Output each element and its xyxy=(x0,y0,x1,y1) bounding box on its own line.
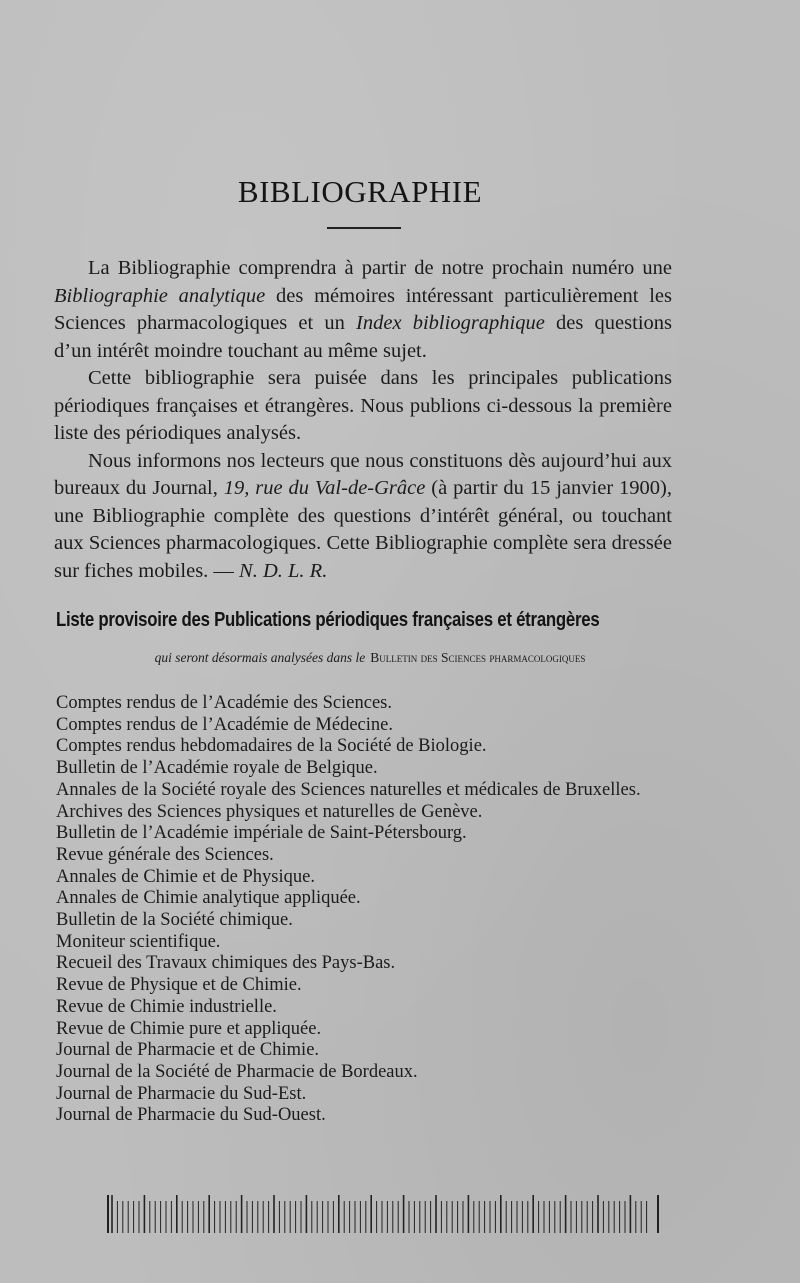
intro-paragraph xyxy=(54,255,672,365)
list-subheading-journal: Bulletin des Sciences pharmacologiques xyxy=(370,650,586,665)
periodical-item: Bulletin de l’Académie royale de Belgique. xyxy=(56,758,378,779)
periodical-item: Comptes rendus de l’Académie de Médecine. xyxy=(56,714,393,735)
periodicals-list xyxy=(56,693,672,1127)
periodical-item: Annales de Chimie et de Physique. xyxy=(56,866,315,887)
periodical-item: Bulletin de la Société chimique. xyxy=(56,910,293,931)
periodical-item: Annales de la Société royale des Sciences naturelles et médicales de Bruxelles. xyxy=(56,779,641,800)
list-subheading-prefix: qui seront désormais analysées dans le xyxy=(154,650,366,665)
text-run: des mémoires intéressant particulièrement les Sciences pharmacologiques et un xyxy=(54,284,672,334)
list-subheading xyxy=(0,650,740,666)
italic-text: 19, rue du Val-de-Grâce xyxy=(223,477,426,499)
text-run: des questions d’un intérêt moindre touchant au même sujet. xyxy=(54,312,672,362)
periodical-item: Comptes rendus hebdomadaires de la Société de Biologie. xyxy=(56,736,487,757)
italic-text: Bibliographie analytique xyxy=(54,284,266,307)
periodical-item: Annales de Chimie analytique appliquée. xyxy=(56,888,361,909)
title-rule xyxy=(327,227,401,229)
periodical-item: Revue générale des Sciences. xyxy=(56,844,274,865)
barcode-graphic xyxy=(109,1195,653,1233)
text-run: La Bibliographie comprendra à partir de notre prochain numéro une xyxy=(88,257,672,279)
italic-text: Index bibliographique xyxy=(356,312,545,334)
page-title: BIBLIOGRAPHIE xyxy=(237,174,483,209)
periodical-item: Archives des Sciences physiques et naturelles de Genève. xyxy=(56,801,483,822)
text-run: Nous informons nos lecteurs que nous constituons dès aujourd’hui aux bureaux du Journal, xyxy=(54,449,672,499)
intro-paragraph xyxy=(54,365,672,448)
periodical-item: Revue de Chimie pure et appliquée. xyxy=(56,1018,322,1039)
periodical-item: Journal de Pharmacie du Sud-Est. xyxy=(56,1083,307,1104)
periodical-item: Revue de Chimie industrielle. xyxy=(56,996,277,1017)
periodical-item: Bulletin de l’Académie impériale de Saint-Pétersbourg. xyxy=(56,823,467,844)
italic-text: N. D. L. R. xyxy=(239,559,328,582)
periodical-item: Journal de Pharmacie et de Chimie. xyxy=(56,1040,320,1061)
periodical-item: Recueil des Travaux chimiques des Pays-Bas. xyxy=(56,953,396,974)
periodical-item: Journal de la Société de Pharmacie de Bordeaux. xyxy=(56,1061,418,1082)
text-run: (à partir du 15 janvier 1900), une Bibliographie complète des questions d’intérêt général, ou touchant aux Sciences pharmacologiques. Cette Bibliographie complète sera dressée sur fiches mobiles. — xyxy=(54,477,673,582)
barcode-scale xyxy=(107,1195,659,1233)
periodical-item: Comptes rendus de l’Académie des Sciences. xyxy=(56,693,392,713)
list-heading: Liste provisoire des Publications périodiques françaises et étrangères xyxy=(56,609,600,631)
periodical-item: Journal de Pharmacie du Sud-Ouest. xyxy=(56,1105,326,1126)
text-run: Cette bibliographie sera puisée dans les principales publications périodiques françaises et étrangères. Nous publions ci-dessous la première liste des périodiques analysés. xyxy=(54,367,672,444)
intro-paragraph xyxy=(54,448,672,586)
intro-text xyxy=(54,255,672,585)
periodical-item: Moniteur scientifique. xyxy=(56,931,221,952)
periodical-item: Revue de Physique et de Chimie. xyxy=(56,975,302,996)
